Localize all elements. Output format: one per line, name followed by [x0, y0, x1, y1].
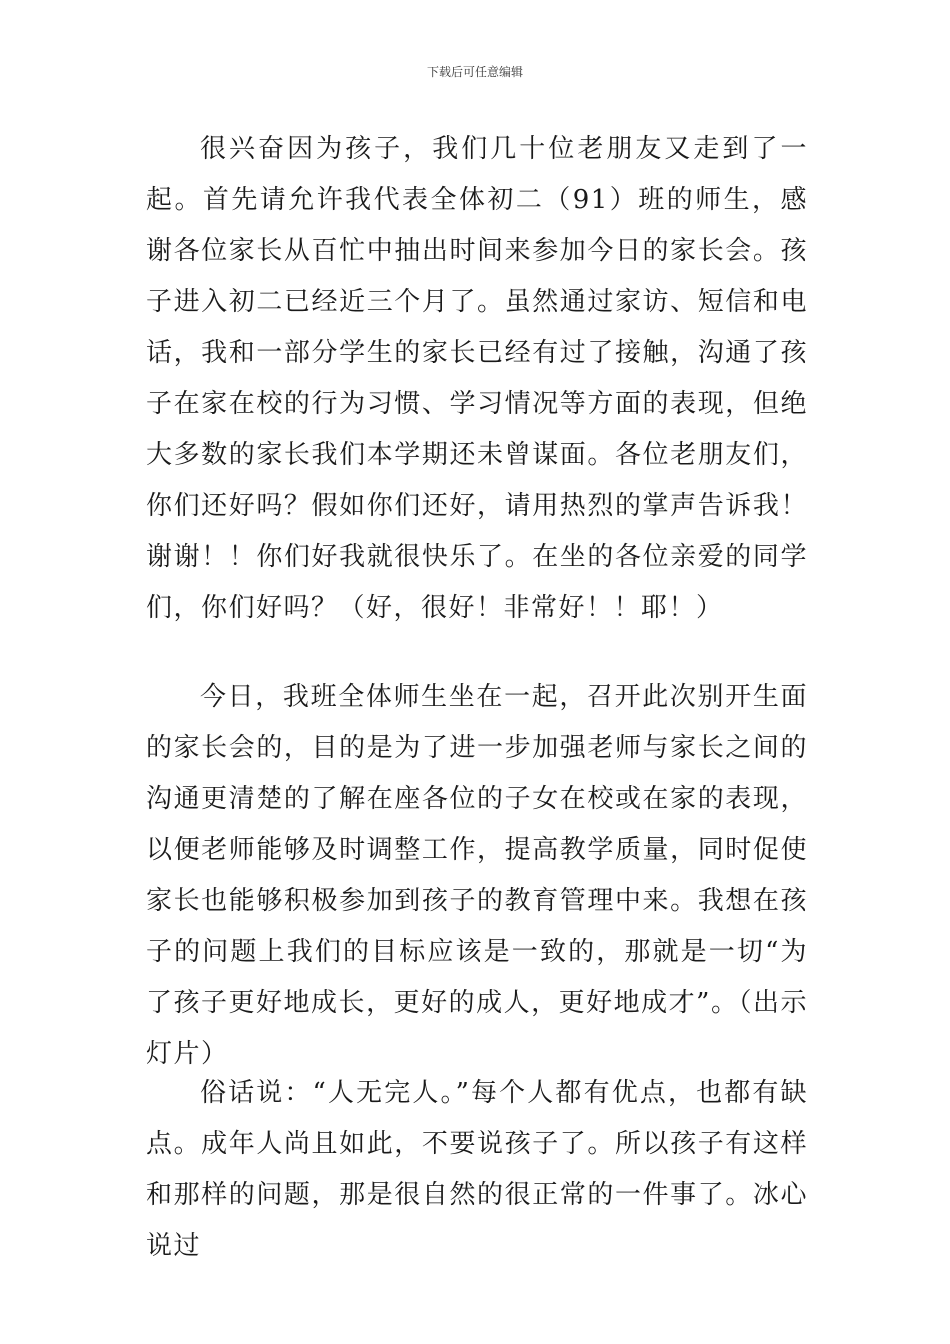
paragraph-meeting-purpose: 今日，我班全体师生坐在一起，召开此次别开生面的家长会的，目的是为了进一步加强老师与家长之间的沟通更清楚的了解在座各位的子女在校或在家的表现，以便老师能够及时调整工作，提高教学质量，同时促使家长也能够积极参加到孩子的教育管理中来。我想在孩子的问题上我们的目标应该是一致的，那就是一切“为了孩子更好地成长，更好的成人，更好地成才”。（出示灯片）: [146, 682, 808, 1069]
page-header: 下载后可任意编辑: [426, 65, 523, 79]
paragraph-opening-greeting: 很兴奋因为孩子，我们几十位老朋友又走到了一起。首先请允许我代表全体初二（91）班的师生，感谢各位家长从百忙中抽出时间来参加今日的家长会。孩子进入初二已经近三个月了。虽然通过家访、短信和电话，我和一部分学生的家长已经有过了接触，沟通了孩子在家在校的行为习惯、学习情况等方面的表现，但绝大多数的家长我们本学期还未曾谋面。各位老朋友们，你们还好吗？假如你们还好，请用热烈的掌声告诉我！谢谢！！你们好我就很快乐了。在坐的各位亲爱的同学们，你们好吗？（好，很好！非常好！！耶！）: [146, 134, 808, 623]
paragraph-proverb: 俗话说：“人无完人。”每个人都有优点，也都有缺点。成年人尚且如此，不要说孩子了。所以孩子有这样和那样的问题，那是很自然的很正常的一件事了。冰心说过: [146, 1078, 808, 1261]
